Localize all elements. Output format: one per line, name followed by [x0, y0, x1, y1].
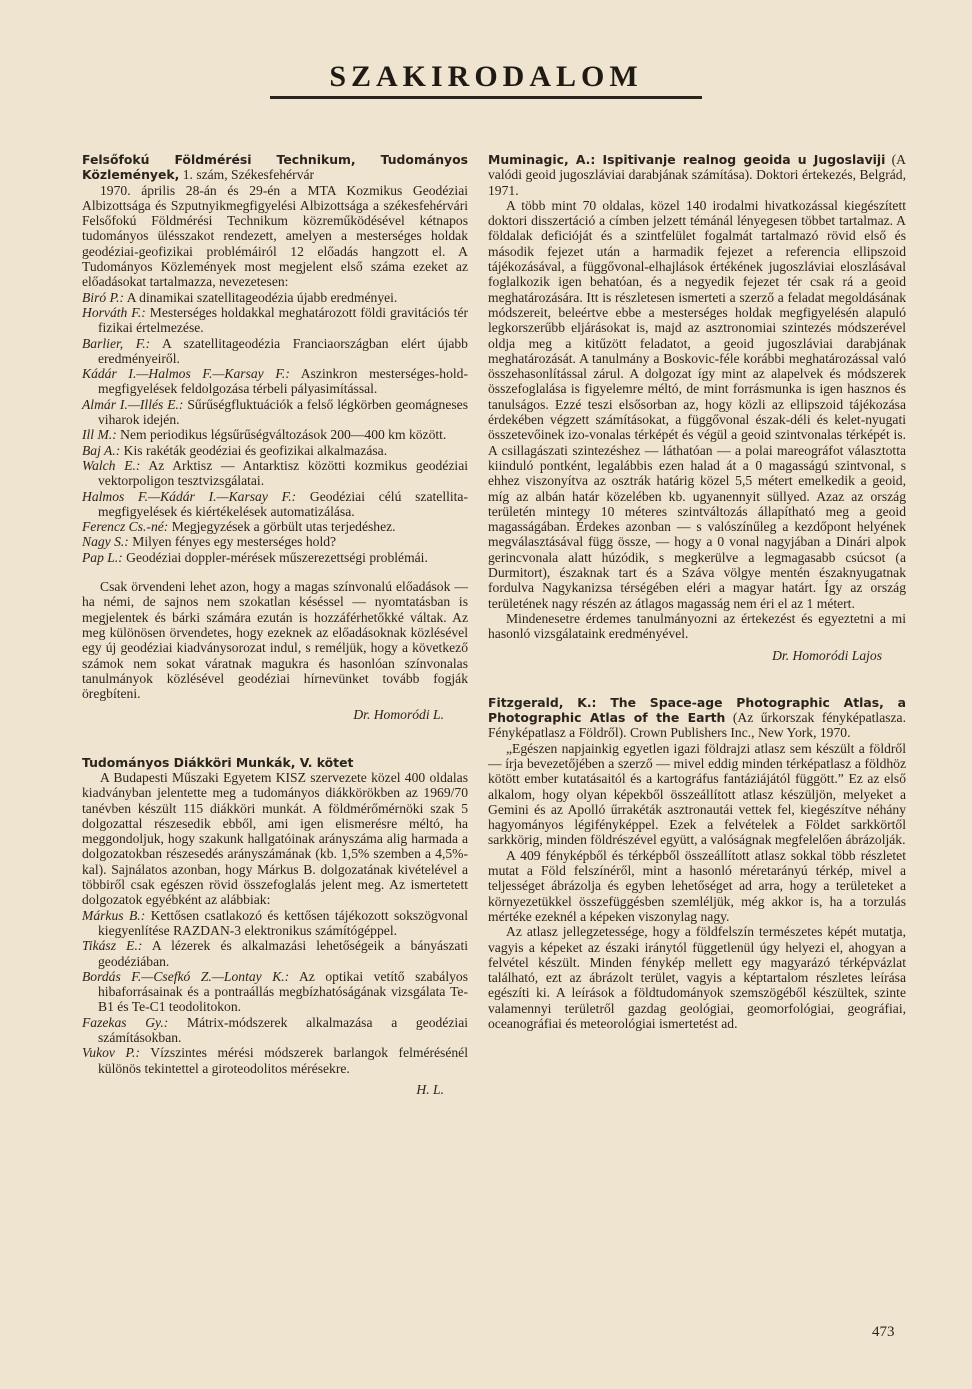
- article-heading: [488, 695, 906, 741]
- article-paragraph: A több mint 70 oldalas, közel 140 irodalmi hivatkozással kiegészített doktori disszertáció a címben jelzett témánál lényegesen többet tartalmaz. A földalak deficióját és a szintfelület fogalmát tartalmazó rövid első és második fejezet után a harmadik fejezet a referencia ellipszoid tájékozásával, a függővonal-elhajlások értékének jugoszláviai eloszlásával foglalkozik igen behatóan, és a negyedik fejezet tér csak rá a geoid meghatározására. Itt is részletesen ismerteti a szerző a feladat megoldásának módszereit, beleértve ebbe a mesterséges holdak megfigyelésén alapuló legkorszerűbb eljárásokat is, majd az asztronomiai szintezés módszerével oldja meg a kitűzött feladatot, a geoid jugoszláviai darabjának meghatározását. A tanulmány a Boskovic-féle korábbi meghatározással való összehasonlítással zárul. A dolgozat így mint az alapelvek és módszerek összefoglalása is figyelemre méltó, de mint forrásmunka is igen hasznos és tanulságos. Ezzé teszi elsősorban az, hogy közli az ellipszoid tájékozása érdekében végzett számításokat, a függővonal észak-déli és kelet-nyugati összetevőinek izo-vonalas térképét és végül a geoid szintvonalas térképét is. A csillagászati szintezéshez — láthatóan — a polai mareográfot választotta kiinduló pontként, legalábbis ezen halad át a 0 magasságú szintvonal, s ehhez viszonyítva az osztrák határig közel 5,5 métert emelkedik a geoid, míg az albán határ közelében kb. ugyanennyit süllyed. Azaz az ország területén mintegy 10 méteres szintváltozás állapítható meg a geoid magasságában. Érdekes azonban — s valószínűleg a kezdőpont helyének megválasztásával függ össze, — hogy a 0 vonal nagyjában a Dinári alpok gerincvonala alatt húzódik, s megkerülve a legmagasabb csúcsot (a Durmitort), északnak tart és a Száva völgye mentén északnyugatnak fordulva Nagykanizsa térségében eléri a magyar határt. Így az ország területének nagy részén az átlagos magasság nem éri el az 1 métert.: [488, 197, 906, 611]
- article-paragraph: A 409 fényképből és térképből összeállított atlasz sokkal több részletet mutat a Föld felszínéről, mint a hasonló méretarányú térkép, mivel a teljességet ábrázolja és egyben lehetőséget ad arra, hogy a területeket a környezetükkel összefüggésben szemléljük, még akkor is, ha a torzulás mértéke ezeknél a képeken viszonylag nagy.: [488, 847, 906, 924]
- reference-title: A szatellitageodézia Franciaországban elért újabb eredményeiről.: [98, 335, 468, 366]
- right-column: [488, 152, 906, 1031]
- reference-title: Az Arktisz — Antarktisz közötti kozmikus geodéziai vektorpoligon tesztvizsgálatai.: [98, 457, 468, 489]
- reference-item: [82, 1015, 468, 1046]
- reference-author: Horváth F.:: [82, 304, 146, 320]
- article-title: Felsőfokú Földmérési Technikum, Tudományos Közlemények,: [82, 152, 468, 183]
- reference-item: [82, 1045, 468, 1076]
- reference-list: [82, 290, 468, 565]
- reference-author: Ferencz Cs.-né:: [82, 519, 169, 535]
- article-paragraph: A Budapesti Műszaki Egyetem KISZ szervezete közel 400 oldalas kiadványban jelentette meg a tudományos diákkörökben az 1969/70 tanévben készült 115 diákköri munkát. A földmérőmérnöki szak 5 dolgozattal részesedik ebből, ami igen elismerésre méltó, ha meggondoljuk, hogy szakunk hallgatóinak arányszáma alig harmada a dolgozatokban részesedés arányszámának (kb. 1,5% szemben a 4,5%-kal). Sajnálatos azonban, hogy Márkus B. dolgozatának kivételével a többiről csak egészen rövid összefoglalás jelent meg. Az ismertetett dolgozatok egyébként az alábbiak:: [82, 769, 468, 908]
- reference-title: Mátrix-módszerek alkalmazása a geodéziai számításokban.: [98, 1014, 469, 1046]
- article-subtitle: (Az űrkorszak fényképatlasza. Fényképatlasz a Földről). Crown Publishers Inc., New York, 1970.: [488, 710, 906, 741]
- reference-title: A lézerek és alkalmazási lehetőségeik a bányászati geodéziában.: [98, 938, 469, 969]
- article-fitzgerald: [488, 695, 906, 1032]
- article-technikum: [82, 152, 468, 723]
- page-title: SZAKIRODALOM: [329, 60, 643, 93]
- reference-title: A dinamikai szatellitageodézia újabb eredményei.: [124, 289, 398, 305]
- reference-title: Geodéziai célú szatellita-megfigyelések és kiértékelések automatizálása.: [98, 488, 468, 519]
- reference-title: Mesterséges holdakkal meghatározott földi gravitációs tér fizikai értelmezése.: [98, 304, 469, 336]
- article-paragraph: „Egészen napjainkig egyetlen igazi földrajzi atlasz sem készült a földről — írja bevezetőjében a szerző — mivel eddig minden térképatlasz a földhöz kötött ember kutatásaitól és a kartográfus fantáziájától függött.” Ez az első alkalom, hogy olyan képekből összeállított atlasz készüljön, melyeket a Gemini és az Apolló űrrakéták asztronautái vettek fel, kiegészítve néhány hagyományos légifényképpel. Ezek a felvételek a Földet sarkkörtől sarkkörig, minden földrészével együtt, a valóságnak megfelelően ábrázolják.: [488, 740, 906, 848]
- reference-author: Halmos F.—Kádár I.—Karsay F.:: [82, 488, 297, 504]
- reference-author: Tikász E.:: [82, 938, 143, 954]
- reference-item: [82, 908, 468, 939]
- article-heading: [488, 152, 906, 198]
- reference-author: Walch E.:: [82, 457, 141, 473]
- reference-author: Ill M.:: [82, 427, 117, 443]
- reference-author: Biró P.:: [82, 289, 125, 305]
- article-signature: Dr. Homoródi Lajos: [772, 647, 882, 663]
- reference-author: Almár I.—Illés E.:: [82, 396, 184, 412]
- spacer: [82, 565, 468, 579]
- reference-title: Nem periodikus légsűrűségváltozások 200—400 km között.: [116, 427, 447, 443]
- reference-author: Barlier, F.:: [82, 335, 151, 351]
- reference-item: [82, 305, 468, 336]
- reference-title: Az optikai vetítő szabályos hibaforrásainak és a pontraállás megbízhatóságának vizsgálata Te-B1 és Te-C1 teodolitokon.: [98, 968, 468, 1015]
- reference-title: Kettősen csatlakozó és kettősen tájékozott sokszögvonal kiegyenlítése RAZDAN-3 elektronikus számítógéppel.: [98, 907, 468, 938]
- spacer: [82, 723, 468, 755]
- article-title: Fitzgerald, K.: The Space-age Photographic Atlas, a Photographic Atlas of the Earth: [488, 694, 906, 726]
- article-paragraph: Mindenesetre érdemes tanulmányozni az értekezést és egyeztetni a mi hasonló vizsgálataink eredményével.: [488, 610, 906, 642]
- reference-title: Aszinkron mesterséges-hold-megfigyelések feldolgozása térbeli pályasimítással.: [98, 366, 469, 397]
- article-paragraph: Az atlasz jellegzetessége, hogy a földfelszín természetes képét mutatja, vagyis a képeket az északi iránytól függetlenül úgy helyezi el, ahogyan a felvétel készült. Minden fénykép mellett egy magyarázó térképvázlat található, ezt az ábrázolt terület, vagyis a képtartalom részletes leírása egészíti ki. A leírások a földtudományok szemszögéből készültek, szinte valamennyi területről gazdag geológiai, geomorfológiai, geográfiai, oceanográfiai és meteorológiai ismertetést ad.: [488, 924, 906, 1032]
- reference-author: Kádár I.—Halmos F.—Karsay F.:: [82, 366, 290, 382]
- reference-title: Vízszintes mérési módszerek barlangok felmérésénél különös tekintettel a giroteodolitos mérésekre.: [98, 1045, 468, 1076]
- article-signature: H. L.: [416, 1081, 444, 1097]
- title-rule: [270, 96, 702, 99]
- reference-item: [82, 397, 468, 428]
- reference-title: Geodéziai doppler-mérések műszerezettségi problémái.: [122, 549, 428, 565]
- article-subtitle: (A valódi geoid jugoszláviai darabjának számítása). Doktori értekezés, Belgrád, 1971.: [488, 152, 906, 198]
- article-signature: Dr. Homoródi L.: [353, 707, 444, 723]
- page-number: 473: [872, 1324, 895, 1340]
- reference-item: [82, 969, 468, 1015]
- reference-item: [82, 427, 468, 442]
- article-title: Tudományos Diákköri Munkák, V. kötet: [82, 754, 354, 770]
- reference-item: [82, 443, 468, 458]
- reference-author: Márkus B.:: [82, 907, 146, 923]
- reference-author: Pap L.:: [82, 549, 123, 565]
- article-paragraph: 1970. április 28-án és 29-én a MTA Kozmikus Geodéziai Albizottsága és Szputnyikmegfigyelési Albizottsága a székesfehérvári Felsőfokú Földmérési Technikum közreműködésével kétnapos tudományos ülésszakot rendezett, amelyen a mesterséges holdak geodéziai-geofizikai problémáiról 12 előadás hangzott el. A Tudományos Közlemények most megjelent első száma ezeket az előadásokat tartalmazza, nevezetesen:: [82, 182, 468, 290]
- reference-item: [82, 290, 468, 305]
- reference-item: [82, 336, 468, 367]
- reference-item: [82, 366, 468, 397]
- article-heading: [82, 152, 468, 183]
- reference-author: Fazekas Gy.:: [82, 1014, 169, 1030]
- article-heading: [82, 755, 468, 770]
- reference-author: Baj A.:: [82, 442, 121, 458]
- reference-list: [82, 908, 468, 1076]
- reference-title: Kis rakéták geodéziai és geofizikai alkalmazása.: [120, 442, 388, 458]
- reference-title: Milyen fényes egy mesterséges hold?: [128, 534, 337, 550]
- article-diakkori: [82, 755, 468, 1098]
- reference-item: [82, 938, 468, 969]
- article-paragraph: Csak örvendeni lehet azon, hogy a magas színvonalú előadások — ha némi, de sajnos nem szokatlan késéssel — nyomtatásban is megjelentek és bárki számára ezután is hozzáférhetőkké váltak. Az meg különösen örvendetes, hogy ezeknek az előadásoknak közlésével egy új geodéziai kiadványsorozat indul, s reméljük, hogy a következő számok nem sokat váratnak magukra és hasonlóan színvonalas tanulmányok közlésével geodéziai hírnevünket tovább fogják öregbíteni.: [82, 579, 468, 702]
- article-title: Muminagic, A.: Ispitivanje realnog geoida u Jugoslaviji: [488, 152, 886, 167]
- reference-item: [82, 489, 468, 520]
- article-subtitle: 1. szám, Székesfehérvár: [179, 167, 315, 183]
- reference-author: Vukov P.:: [82, 1045, 140, 1061]
- reference-item: [82, 550, 468, 565]
- reference-item: [82, 534, 468, 549]
- article-muminagic: [488, 152, 906, 663]
- left-column: [82, 152, 468, 1097]
- reference-item: [82, 458, 468, 489]
- reference-title: Sűrűségfluktuációk a felső légkörben geomágneses viharok idején.: [98, 396, 468, 428]
- reference-title: Megjegyzések a görbült utas terjedéshez.: [168, 519, 396, 535]
- spacer: [488, 663, 906, 695]
- reference-author: Nagy S.:: [82, 534, 129, 550]
- reference-item: [82, 519, 468, 534]
- reference-author: Bordás F.—Csefkó Z.—Lontay K.:: [82, 968, 290, 984]
